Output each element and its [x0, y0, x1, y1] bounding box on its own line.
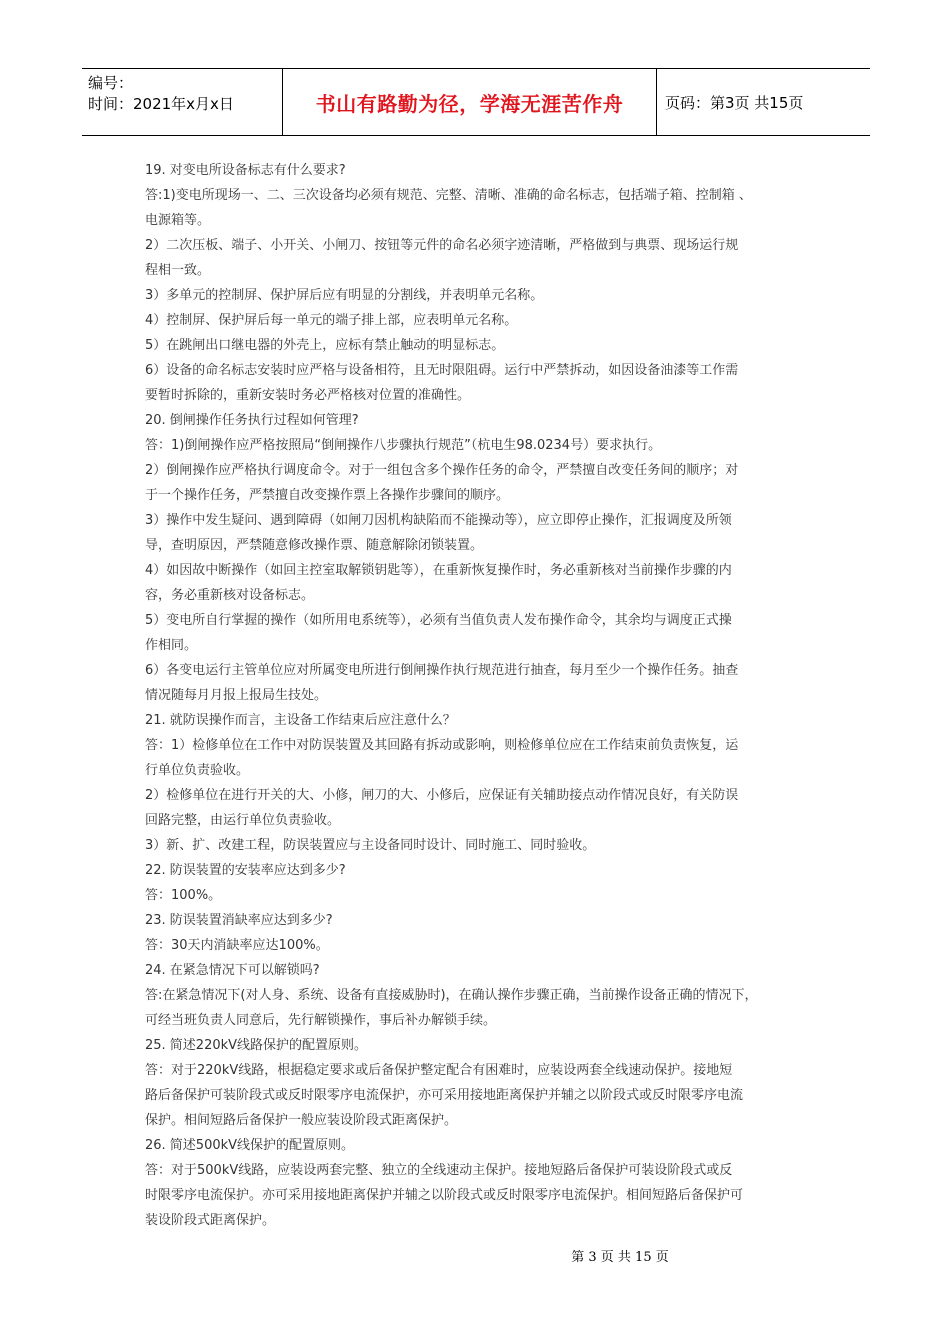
text-line: 5）在跳闸出口继电器的外壳上，应标有禁止触动的明显标志。: [145, 338, 505, 353]
text-line: 21. 就防误操作而言，主设备工作结束后应注意什么？: [145, 713, 456, 728]
text-line: 2）二次压板、端子、小开关、小闸刀、按钮等元件的命名必须字迹清晰，严格做到与典票、现场运行规: [145, 238, 739, 253]
text-line: 答：100%。: [145, 888, 222, 903]
text-line: 导，查明原因，严禁随意修改操作票、随意解除闭锁装置。: [145, 538, 484, 553]
text-line: 2）倒闸操作应严格执行调度命令。对于一组包含多个操作任务的命令，严禁擅自改变任务间的顺序；对: [145, 463, 739, 478]
text-line: 3）新、扩、改建工程，防误装置应与主设备同时设计、同时施工、同时验收。: [145, 838, 596, 853]
header-motto: 书山有路勤为径，学海无涯苦作舟: [282, 69, 657, 135]
text-line: 4）控制屏、保护屏后每一单元的端子排上部，应表明单元名称。: [145, 313, 518, 328]
text-line: 2）检修单位在进行开关的大、小修，闸刀的大、小修后，应保证有关辅助接点动作情况良好，有关防误: [145, 788, 739, 803]
text-line: 程相一致。: [145, 263, 211, 278]
text-line: 于一个操作任务，严禁擅自改变操作票上各操作步骤间的顺序。: [145, 488, 510, 503]
text-line: 行单位负责验收。: [145, 763, 250, 778]
text-line: 作相同。: [145, 638, 198, 653]
text-line: 3）多单元的控制屏、保护屏后应有明显的分割线，并表明单元名称。: [145, 288, 544, 303]
text-line: 23. 防误装置消缺率应达到多少?: [145, 913, 333, 928]
text-line: 20. 倒闸操作任务执行过程如何管理?: [145, 413, 359, 428]
text-line: 答：对于500kV线路，应装设两套完整、独立的全线速动主保护。接地短路后备保护可装设阶段式或反: [145, 1163, 733, 1178]
document-number-label: 编号：: [88, 74, 134, 92]
text-line: 装设阶段式距离保护。: [145, 1213, 276, 1228]
text-line: 答：1)倒闸操作应严格按照局“倒闸操作八步骤执行规范”（杭电生98.0234号）要求执行。: [145, 438, 662, 453]
text-line: 19. 对变电所设备标志有什么要求?: [145, 163, 346, 178]
text-line: 6）设备的命名标志安装时应严格与设备相符，且无时限阻碍。运行中严禁拆动，如因设备油漆等工作需: [145, 363, 739, 378]
text-line: 保护。相间短路后备保护一般应装设阶段式距离保护。: [145, 1113, 458, 1128]
document-time-label: 时间：2021年x月x日: [88, 95, 234, 113]
text-line: 回路完整，由运行单位负责验收。: [145, 813, 341, 828]
text-line: 6）各变电运行主管单位应对所属变电所进行倒闸操作执行规范进行抽查，每月至少一个操作任务。抽查: [145, 663, 739, 678]
text-line: 答:1)变电所现场一、二、三次设备均必须有规范、完整、清晰、准确的命名标志，包括端子箱、控制箱 、: [145, 188, 752, 203]
text-line: 22. 防误装置的安装率应达到多少?: [145, 863, 346, 878]
text-line: 情况随每月月报上报局生技处。: [145, 688, 328, 703]
text-line: 4）如因故中断操作（如回主控室取解锁钥匙等），在重新恢复操作时，务必重新核对当前操作步骤的内: [145, 563, 732, 578]
text-line: 容，务必重新核对设备标志。: [145, 588, 315, 603]
text-line: 可经当班负责人同意后，先行解锁操作，事后补办解锁手续。: [145, 1013, 497, 1028]
text-line: 答:在紧急情况下(对人身、系统、设备有直接威胁时)，在确认操作步骤正确，当前操作设备正确的情况下，: [145, 988, 758, 1003]
text-line: 答：30天内消缺率应达100%。: [145, 938, 329, 953]
text-line: 25. 简述220kV线路保护的配置原则。: [145, 1038, 368, 1053]
text-line: 答：1）检修单位在工作中对防误装置及其回路有拆动或影响，则检修单位应在工作结束前负责恢复，运: [145, 738, 739, 753]
page-footer: 第 3 页 共 15 页: [571, 1250, 669, 1265]
header-table: [82, 68, 870, 136]
header-left-cell: [82, 69, 282, 135]
text-line: 时限零序电流保护。亦可采用接地距离保护并辅之以阶段式或反时限零序电流保护。相间短路后备保护可: [145, 1188, 744, 1203]
text-line: 24. 在紧急情况下可以解锁吗?: [145, 963, 320, 978]
text-line: 要暂时拆除的，重新安装时务必严格核对位置的准确性。: [145, 388, 471, 403]
document-body: [145, 158, 815, 1233]
text-line: 26. 简述500kV线保护的配置原则。: [145, 1138, 355, 1153]
text-line: 3）操作中发生疑问、遇到障碍（如闸刀因机构缺陷而不能操动等），应立即停止操作，汇报调度及所领: [145, 513, 732, 528]
text-line: 电源箱等。: [145, 213, 211, 228]
text-line: 路后备保护可装阶段式或反时限零序电流保护，亦可采用接地距离保护并辅之以阶段式或反时限零序电流: [145, 1088, 744, 1103]
header-page-label: 页码：第3页 共15页: [665, 93, 804, 112]
text-line: 答：对于220kV线路，根据稳定要求或后备保护整定配合有困难时，应装设两套全线速动保护。接地短: [145, 1063, 733, 1078]
text-line: 5）变电所自行掌握的操作（如所用电系统等），必须有当值负责人发布操作命令，其余均与调度正式操: [145, 613, 732, 628]
